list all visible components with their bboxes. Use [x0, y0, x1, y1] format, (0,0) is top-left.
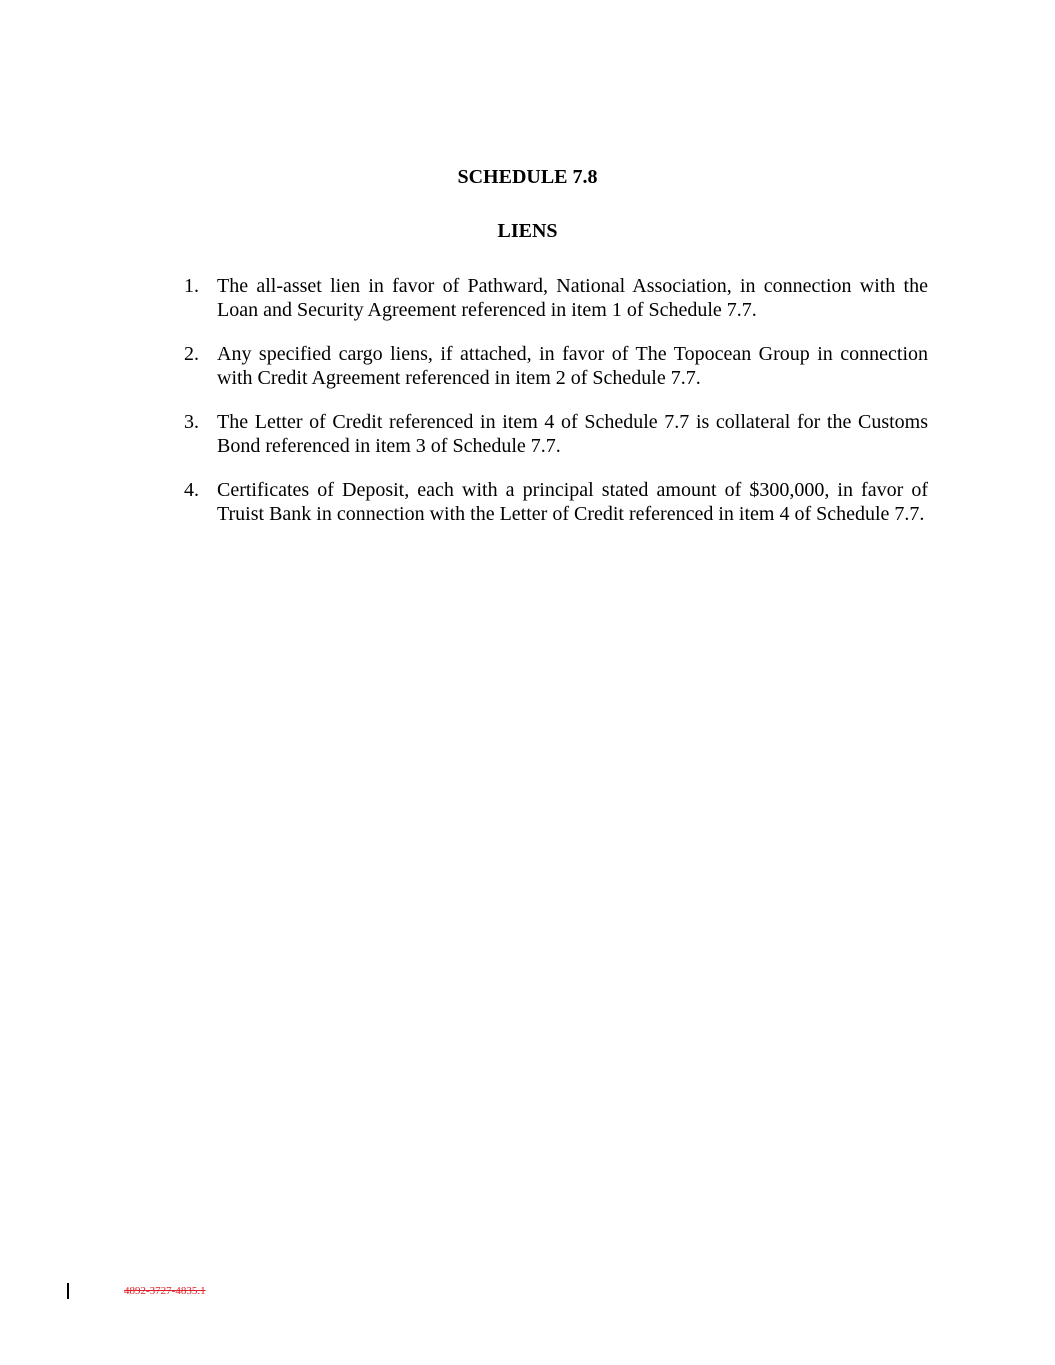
list-item-number: 1. — [184, 275, 199, 297]
list-item-text: The Letter of Credit referenced in item 4 of Schedule 7.7 is collateral for the Customs Bond referenced in item 3 of Schedule 7.7. — [217, 411, 928, 457]
list-item — [184, 342, 928, 390]
document-id: 4892-3727-4835.1 — [124, 1285, 206, 1297]
list-item-number: 4. — [184, 479, 199, 501]
list-item-text: The all-asset lien in favor of Pathward, National Association, in connection with the Loan and Security Agreement referenced in item 1 of Schedule 7.7. — [217, 275, 928, 321]
list-item-number: 3. — [184, 411, 199, 433]
liens-list — [184, 274, 928, 546]
list-item-text: Certificates of Deposit, each with a principal stated amount of $300,000, in favor of Truist Bank in connection with the Letter of Credit referenced in item 4 of Schedule 7.7. — [217, 479, 928, 525]
list-item — [184, 274, 928, 322]
list-item-text: Any specified cargo liens, if attached, in favor of The Topocean Group in connection with Credit Agreement referenced in item 2 of Schedule 7.7. — [217, 343, 928, 389]
revision-change-bar — [67, 1283, 69, 1299]
section-title: LIENS — [497, 220, 558, 242]
list-item — [184, 410, 928, 458]
schedule-title: SCHEDULE 7.8 — [457, 166, 598, 188]
list-item — [184, 478, 928, 526]
list-item-number: 2. — [184, 343, 199, 365]
